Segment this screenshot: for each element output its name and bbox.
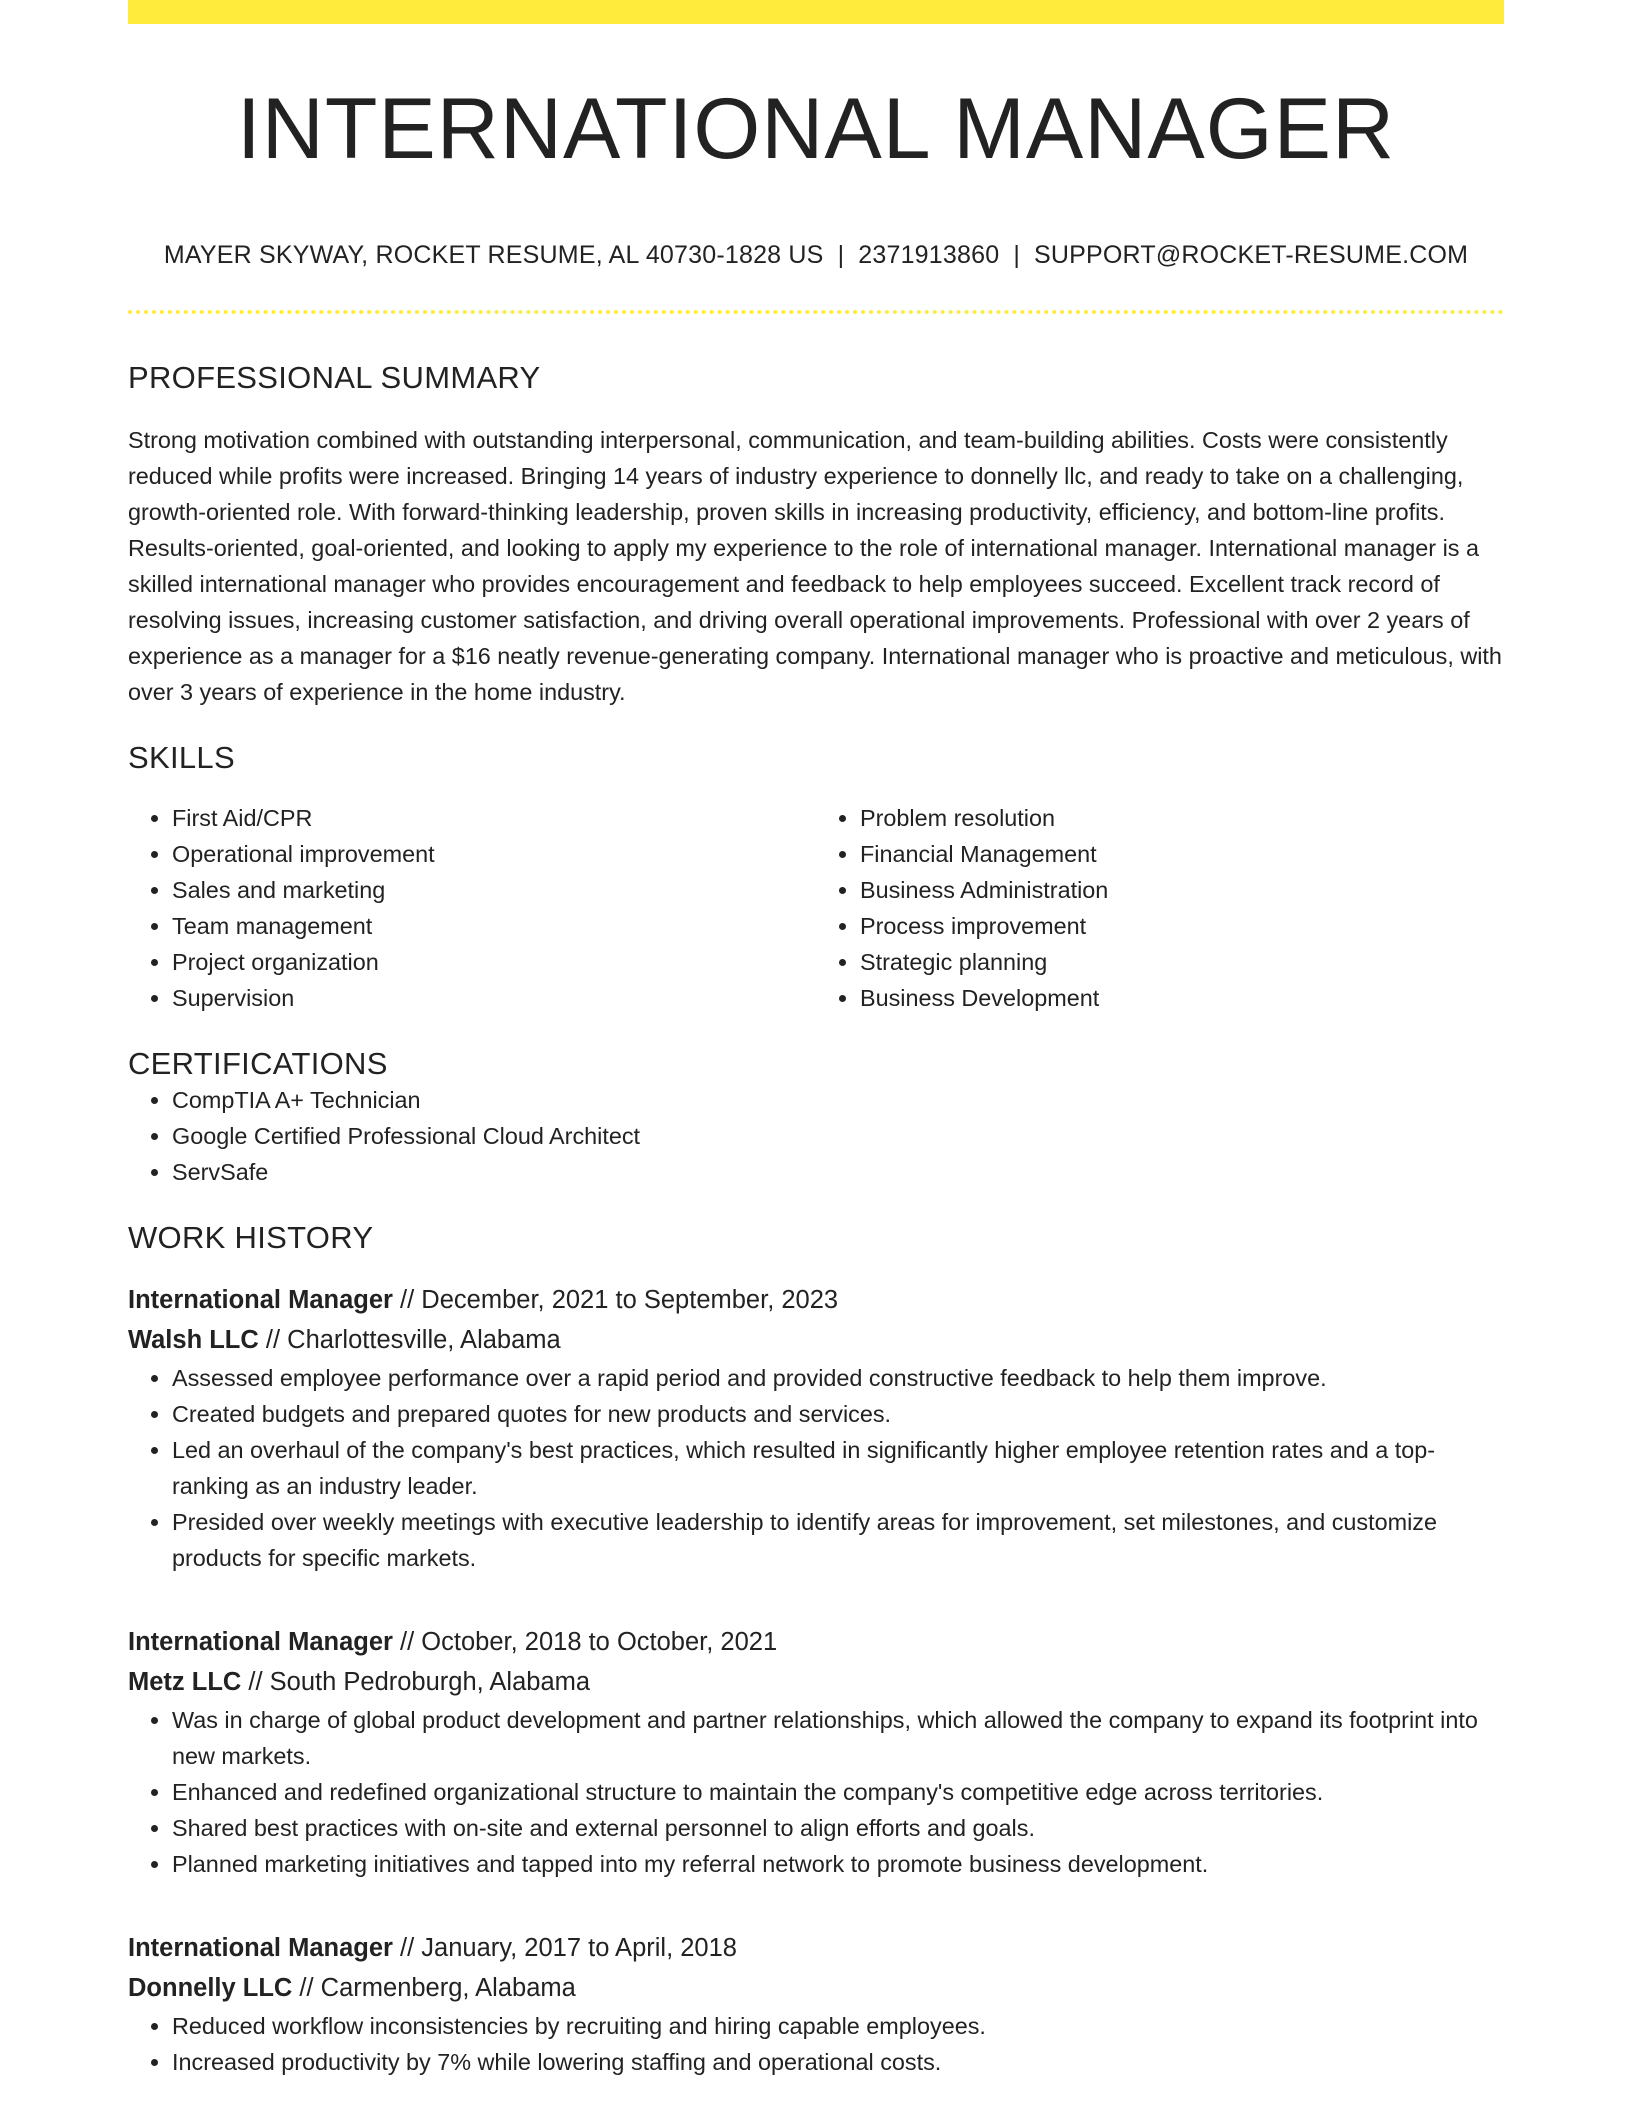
skill-item: • Business Administration	[860, 872, 1504, 908]
job-title-line	[128, 1622, 1504, 1662]
job-company: Metz LLC	[128, 1667, 242, 1696]
job-company-line	[128, 1320, 1504, 1360]
job-dates: // January, 2017 to April, 2018	[392, 1933, 737, 1962]
job-entry	[128, 1622, 1504, 1882]
job-title: International Manager	[128, 1627, 393, 1656]
certifications-list	[128, 1082, 1504, 1190]
job-location: // Charlottesville, Alabama	[258, 1325, 561, 1354]
job-bullets	[128, 1360, 1504, 1576]
job-company: Donnelly LLC	[128, 1973, 293, 2002]
summary-text: Strong motivation combined with outstanding interpersonal, communication, and team-building abilities. Costs were consistently reduced while profits were increased. Bringing 14 years of industry experience to donnelly llc, and ready to take on a challenging, growth-oriented role. With forward-thinking leadership, proven skills in increasing productivity, efficiency, and bottom-line profits. Results-oriented, goal-oriented, and looking to apply my experience to the role of international manager. International manager is a skilled international manager who provides encouragement and feedback to help employees succeed. Excellent track record of resolving issues, increasing customer satisfaction, and driving overall operational improvements. Professional with over 2 years of experience as a manager for a $16 neatly revenue-generating company. International manager who is proactive and meticulous, with over 3 years of experience in the home industry.	[128, 426, 1502, 705]
contact-phone: 2371913860	[858, 240, 1000, 269]
skill-item: • Strategic planning	[860, 944, 1504, 980]
summary-heading: PROFESSIONAL SUMMARY	[128, 359, 541, 395]
job-location: // Carmenberg, Alabama	[292, 1973, 576, 2002]
skill-item: • Supervision	[172, 980, 816, 1016]
skill-item: • Process improvement	[860, 908, 1504, 944]
skill-item: • Sales and marketing	[172, 872, 816, 908]
job-bullet: • Was in charge of global product development and partner relationships, which allowed the company to expand its footprint into new markets.	[172, 1702, 1504, 1774]
skills-heading: SKILLS	[128, 739, 235, 775]
work-history-heading: WORK HISTORY	[128, 1219, 374, 1255]
contact-line	[128, 241, 1504, 270]
skill-item: • Operational improvement	[172, 836, 816, 872]
job-bullet: • Shared best practices with on-site and external personnel to align efforts and goals.	[172, 1810, 1504, 1846]
contact-address: MAYER SKYWAY, ROCKET RESUME, AL 40730-1828 US	[163, 240, 824, 269]
job-company-line	[128, 1968, 1504, 2008]
job-bullet: • Assessed employee performance over a rapid period and provided constructive feedback to help them improve.	[172, 1360, 1504, 1396]
certification-item: • Google Certified Professional Cloud Architect	[172, 1118, 1504, 1154]
job-title: International Manager	[128, 1285, 393, 1314]
skill-item: • First Aid/CPR	[172, 800, 816, 836]
skills-list-left	[128, 800, 816, 1016]
job-bullet: • Planned marketing initiatives and tapped into my referral network to promote business development.	[172, 1846, 1504, 1882]
skill-item: • Problem resolution	[860, 800, 1504, 836]
job-bullets	[128, 2008, 1504, 2080]
job-bullet: • Enhanced and redefined organizational structure to maintain the company's competitive edge across territories.	[172, 1774, 1504, 1810]
contact-separator: |	[837, 240, 845, 269]
contact-email: SUPPORT@ROCKET-RESUME.COM	[1034, 240, 1469, 269]
job-company-line	[128, 1662, 1504, 1702]
job-title-line	[128, 1928, 1504, 1968]
job-dates: // December, 2021 to September, 2023	[392, 1285, 839, 1314]
certification-item: • CompTIA A+ Technician	[172, 1082, 1504, 1118]
job-location: // South Pedroburgh, Alabama	[241, 1667, 591, 1696]
job-company: Walsh LLC	[128, 1325, 259, 1354]
skill-item: • Financial Management	[860, 836, 1504, 872]
resume-title: INTERNATIONAL MANAGER	[236, 81, 1396, 177]
job-bullet: • Presided over weekly meetings with executive leadership to identify areas for improvement, set milestones, and customize products for specific markets.	[172, 1504, 1504, 1576]
job-entry	[128, 1928, 1504, 2080]
accent-top-bar	[128, 0, 1504, 24]
job-bullet: • Reduced workflow inconsistencies by recruiting and hiring capable employees.	[172, 2008, 1504, 2044]
certifications-heading: CERTIFICATIONS	[128, 1045, 388, 1081]
dotted-divider	[128, 310, 1504, 314]
job-entry	[128, 1280, 1504, 1576]
skill-item: • Project organization	[172, 944, 816, 980]
resume-page	[128, 0, 1504, 2080]
contact-separator: |	[1013, 240, 1021, 269]
job-bullet: • Led an overhaul of the company's best practices, which resulted in significantly higher employee retention rates and a top-ranking as an industry leader.	[172, 1432, 1504, 1504]
job-bullet: • Created budgets and prepared quotes for new products and services.	[172, 1396, 1504, 1432]
skill-item: • Business Development	[860, 980, 1504, 1016]
job-bullet: • Increased productivity by 7% while lowering staffing and operational costs.	[172, 2044, 1504, 2080]
certification-item: • ServSafe	[172, 1154, 1504, 1190]
job-dates: // October, 2018 to October, 2021	[392, 1627, 778, 1656]
skill-item: • Team management	[172, 908, 816, 944]
job-title-line	[128, 1280, 1504, 1320]
skills-grid	[128, 800, 1504, 1016]
skills-list-right	[816, 800, 1504, 1016]
job-bullets	[128, 1702, 1504, 1882]
job-title: International Manager	[128, 1933, 393, 1962]
